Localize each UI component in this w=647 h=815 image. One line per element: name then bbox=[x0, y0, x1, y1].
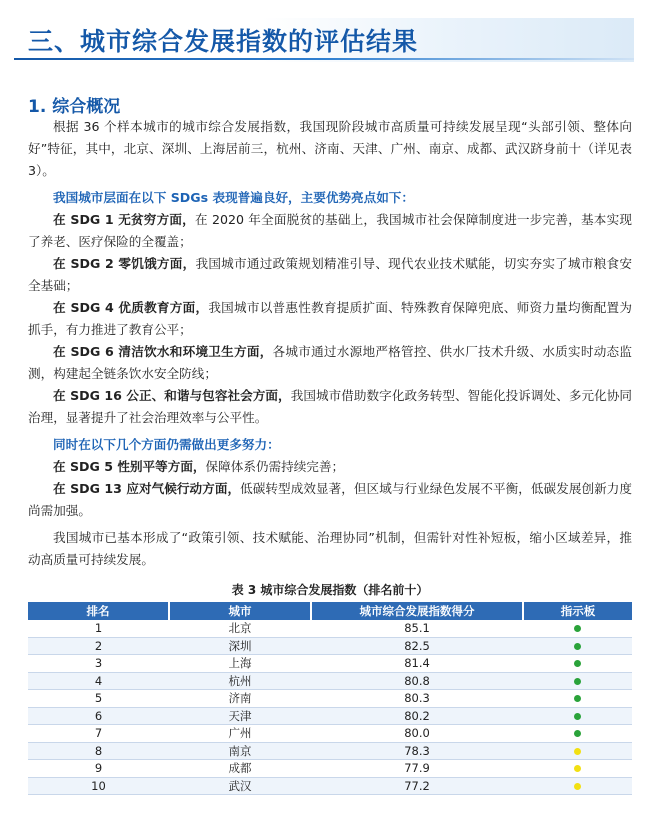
cell-score: 78.3 bbox=[311, 742, 523, 760]
cell-indicator bbox=[523, 637, 632, 655]
subsection-title: 1. 综合概况 bbox=[28, 97, 121, 117]
green-status-dot-icon bbox=[574, 643, 581, 650]
efforts-item bbox=[28, 456, 632, 478]
cell-score: 81.4 bbox=[311, 655, 523, 673]
cell-rank: 2 bbox=[28, 637, 169, 655]
cell-rank: 7 bbox=[28, 725, 169, 743]
cell-city: 天津 bbox=[169, 707, 311, 725]
cell-indicator bbox=[523, 777, 632, 795]
table-row bbox=[28, 620, 632, 637]
efforts-item bbox=[28, 478, 632, 522]
col-header-indicator: 指示板 bbox=[523, 602, 632, 620]
cell-indicator bbox=[523, 620, 632, 637]
table-row bbox=[28, 760, 632, 778]
efforts-lead: 同时在以下几个方面仍需做出更多努力： bbox=[53, 437, 280, 452]
table-body bbox=[28, 620, 632, 795]
cell-indicator bbox=[523, 725, 632, 743]
efforts-list bbox=[28, 456, 632, 522]
cell-city: 广州 bbox=[169, 725, 311, 743]
cell-score: 82.5 bbox=[311, 637, 523, 655]
cell-city: 杭州 bbox=[169, 672, 311, 690]
strengths-item-text: 我国城市通过政策规划精准引导、现代农业技术赋能，切实夯实了城市粮食安全基础； bbox=[28, 256, 633, 293]
cell-rank: 10 bbox=[28, 777, 169, 795]
cell-indicator bbox=[523, 742, 632, 760]
cell-city: 北京 bbox=[169, 620, 311, 637]
cell-score: 77.9 bbox=[311, 760, 523, 778]
intro-paragraph: 根据 36 个样本城市的城市综合发展指数，我国现阶段城市高质量可持续发展呈现“头部引领、整体向好”特征，其中，北京、深圳、上海居前三，杭州、济南、天津、广州、南京、成都、武汉跻身前十（详见表 3）。 bbox=[28, 119, 632, 178]
cell-indicator bbox=[523, 690, 632, 708]
conclusion-paragraph: 我国城市已基本形成了“政策引领、技术赋能、治理协同”机制，但需针对性补短板，缩小区域差异，推动高质量可持续发展。 bbox=[28, 530, 632, 567]
cell-score: 77.2 bbox=[311, 777, 523, 795]
col-header-rank: 排名 bbox=[28, 602, 169, 620]
cell-indicator bbox=[523, 707, 632, 725]
efforts-item-text: 保障体系仍需持续完善； bbox=[205, 459, 345, 474]
table-row bbox=[28, 690, 632, 708]
strengths-list bbox=[28, 209, 632, 429]
cell-city: 武汉 bbox=[169, 777, 311, 795]
banner-underline bbox=[14, 58, 634, 60]
cell-score: 80.2 bbox=[311, 707, 523, 725]
cell-score: 80.3 bbox=[311, 690, 523, 708]
efforts-item-heading: 在 SDG 13 应对气候行动方面， bbox=[53, 481, 241, 496]
strengths-item-text: 我国城市以普惠性教育提质扩面、特殊教育保障兜底、师资力量均衡配置为抓手，有力推进了教育公平； bbox=[28, 300, 632, 337]
cell-city: 济南 bbox=[169, 690, 311, 708]
table-header-row bbox=[28, 602, 632, 620]
strengths-item-text: 在 2020 年全面脱贫的基础上，我国城市社会保障制度进一步完善，基本实现了养老、医疗保险的全覆盖； bbox=[28, 212, 632, 249]
green-status-dot-icon bbox=[574, 713, 581, 720]
green-status-dot-icon bbox=[574, 730, 581, 737]
table-row bbox=[28, 725, 632, 743]
cell-indicator bbox=[523, 672, 632, 690]
cell-city: 深圳 bbox=[169, 637, 311, 655]
strengths-item-text: 我国城市借助数字化政务转型、智能化投诉调处、多元化协同治理，显著提升了社会治理效率与公平性。 bbox=[28, 388, 632, 425]
cell-city: 上海 bbox=[169, 655, 311, 673]
yellow-status-dot-icon bbox=[574, 748, 581, 755]
strengths-item-heading: 在 SDG 6 清洁饮水和环境卫生方面， bbox=[53, 344, 273, 359]
table-caption: 表 3 城市综合发展指数（排名前十） bbox=[231, 583, 429, 597]
table-row bbox=[28, 742, 632, 760]
col-header-score: 城市综合发展指数得分 bbox=[311, 602, 523, 620]
green-status-dot-icon bbox=[574, 678, 581, 685]
cell-rank: 4 bbox=[28, 672, 169, 690]
col-header-city: 城市 bbox=[169, 602, 311, 620]
cell-rank: 3 bbox=[28, 655, 169, 673]
table-row bbox=[28, 707, 632, 725]
cell-rank: 5 bbox=[28, 690, 169, 708]
strengths-item-heading: 在 SDG 4 优质教育方面， bbox=[53, 300, 209, 315]
table-row bbox=[28, 672, 632, 690]
strengths-item-heading: 在 SDG 1 无贫穷方面， bbox=[53, 212, 195, 227]
yellow-status-dot-icon bbox=[574, 765, 581, 772]
cell-score: 80.8 bbox=[311, 672, 523, 690]
table-row bbox=[28, 637, 632, 655]
cell-rank: 1 bbox=[28, 620, 169, 637]
table-row bbox=[28, 777, 632, 795]
cell-city: 成都 bbox=[169, 760, 311, 778]
green-status-dot-icon bbox=[574, 625, 581, 632]
cell-indicator bbox=[523, 760, 632, 778]
strengths-item bbox=[28, 341, 632, 385]
green-status-dot-icon bbox=[574, 660, 581, 667]
strengths-item-heading: 在 SDG 16 公正、和谐与包容社会方面， bbox=[53, 388, 291, 403]
green-status-dot-icon bbox=[574, 695, 581, 702]
cell-city: 南京 bbox=[169, 742, 311, 760]
efforts-item-text: 低碳转型成效显著，但区域与行业绿色发展不平衡，低碳发展创新力度尚需加强。 bbox=[28, 481, 633, 518]
strengths-item-heading: 在 SDG 2 零饥饿方面， bbox=[53, 256, 196, 271]
cell-score: 80.0 bbox=[311, 725, 523, 743]
ranking-table bbox=[28, 602, 632, 795]
strengths-item bbox=[28, 209, 632, 253]
cell-rank: 8 bbox=[28, 742, 169, 760]
yellow-status-dot-icon bbox=[574, 783, 581, 790]
efforts-item-heading: 在 SDG 5 性别平等方面， bbox=[53, 459, 206, 474]
section-title: 三、城市综合发展指数的评估结果 bbox=[28, 27, 419, 56]
strengths-item bbox=[28, 385, 632, 429]
strengths-item bbox=[28, 297, 632, 341]
cell-indicator bbox=[523, 655, 632, 673]
cell-rank: 9 bbox=[28, 760, 169, 778]
cell-rank: 6 bbox=[28, 707, 169, 725]
cell-score: 85.1 bbox=[311, 620, 523, 637]
table-row bbox=[28, 655, 632, 673]
strengths-item-text: 各城市通过水源地严格管控、供水厂技术升级、水质实时动态监测，构建起全链条饮水安全防线； bbox=[28, 344, 633, 381]
report-body bbox=[28, 116, 632, 795]
strengths-lead: 我国城市层面在以下 SDGs 表现普遍良好，主要优势亮点如下： bbox=[53, 190, 414, 205]
strengths-item bbox=[28, 253, 632, 297]
